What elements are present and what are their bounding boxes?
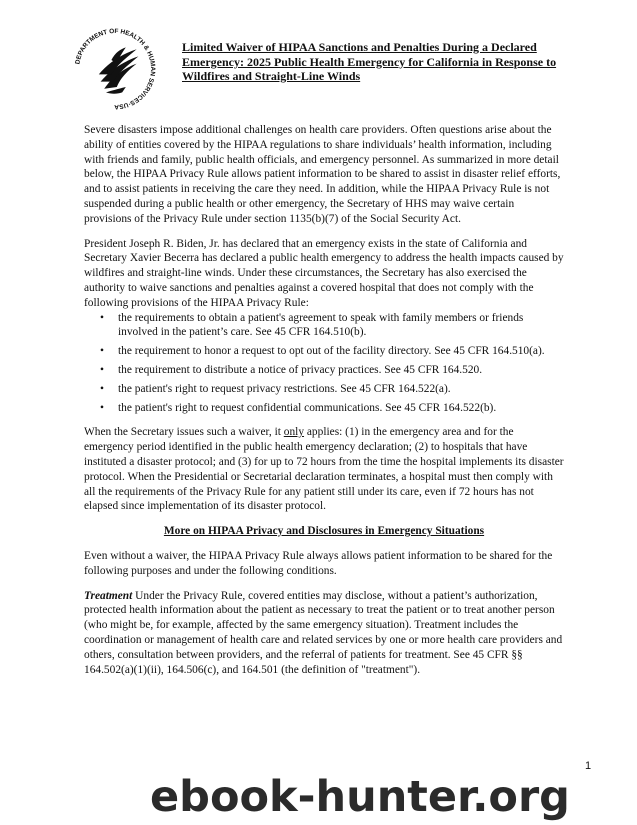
bullet-icon: • [100,401,104,414]
bullet-icon: • [100,382,104,395]
list-item: • the patient's right to request privacy restrictions. See 45 CFR 164.522(a). [100,382,451,395]
treatment-term: Treatment [84,589,133,602]
bullet-icon: • [100,311,104,324]
hhs-seal-icon [70,24,160,114]
list-item: • the patient's right to request confidential communications. See 45 CFR 164.522(b). [100,401,497,414]
seal-ring-text: DEPARTMENT OF HEALTH & HUMAN SERVICES·USA [74,27,157,111]
document-title: Limited Waiver of HIPAA Sanctions and Penalties During a Declared Emergency: 2025 Public Health Emergency for California in Response to Wildfires and Straight-Line Winds [182,40,557,83]
intro-paragraph: Severe disasters impose additional challenges on health care providers. Often questions arise about the ability of entities covered by the HIPAA regulations to share individuals’ health information, including with friends and family, public health officials, and emergency personnel. As summarized in more detail below, the HIPAA Privacy Rule allows patient information to be shared to assist in disaster relief efforts, and to assist patients in receiving the care they need. In addition, while the HIPAA Privacy Rule is not suspended during a public health or other emergency, the Secretary of HHS may waive certain provisions of the Privacy Rule under section 1135(b)(7) of the Social Security Act. [84,124,561,225]
page-number: 1 [585,760,592,772]
without-waiver-paragraph: Even without a waiver, the HIPAA Privacy Rule always allows patient information to be shared for the following purposes and under the following conditions. [84,549,553,577]
bullet-icon: • [100,345,104,358]
waiver-scope-paragraph: When the Secretary issues such a waiver, it only applies: (1) in the emergency area and for the emergency period identified in the public health emergency declaration; (2) to hospitals that have instituted a disaster protocol; and (3) for up to 72 hours from the time the hospital implements its disaster protocol. When the Presidential or Secretarial declaration terminates, a hospital must then comply with all the requirements of the Privacy Rule for any patient still under its care, even if 72 hours has not elapsed since implementation of its disaster protocol. [84,426,564,513]
treatment-paragraph: Treatment Under the Privacy Rule, covered entities may disclose, without a patient’s authorization, protected health information about the patient as necessary to treat the patient or to treat another person (who might be, for example, affected by the same emergency situation). Treatment includes the coordination or management of health care and related services by one or more health care providers and others, consultation between providers, and the referral of patients for treatment. See 45 CFR §§ 164.502(a)(1)(ii), 164.506(c), and 164.501 (the definition of "treatment"). [84,589,563,676]
watermark-text: ebook-hunter.org [150,772,570,822]
document-body [84,123,564,687]
waived-provisions-list [84,311,564,416]
list-item: • the requirement to distribute a notice of privacy practices. See 45 CFR 164.520. [100,363,483,376]
declaration-paragraph: President Joseph R. Biden, Jr. has declared that an emergency exists in the state of California and Secretary Xavier Becerra has declared a public health emergency to address the health impacts caused by wildfires and straight-line winds. Under these circumstances, the Secretary has also exercised the authority to waive sanctions and penalties against a covered hospital that does not comply with the following provisions of the HIPAA Privacy Rule: [84,237,564,309]
section-heading: More on HIPAA Privacy and Disclosures in Emergency Situations [163,525,485,538]
bullet-icon: • [100,363,104,376]
list-item: • the requirements to obtain a patient's agreement to speak with family members or friends involved in the patient’s care. See 45 CFR 164.510(b). [100,311,524,339]
list-item: • the requirement to honor a request to opt out of the facility directory. See 45 CFR 164.510(a). [100,345,545,358]
only-emphasis: only [283,426,305,439]
